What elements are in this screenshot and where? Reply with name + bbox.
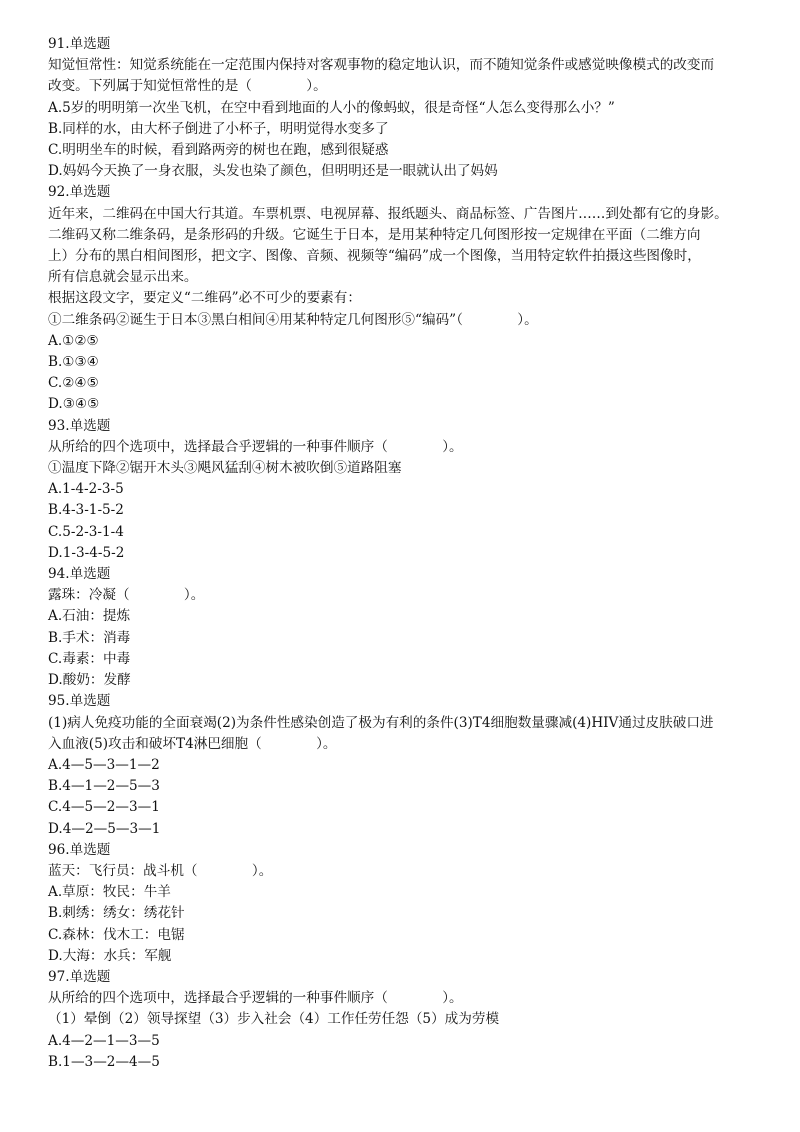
option-a: A.草原：牧民：牛羊 — [48, 884, 171, 901]
option-b: B.刺绣：绣女：绣花针 — [48, 905, 185, 922]
stem-line: ①二维条码②诞生于日本③黑白相间④用某种特定几何图形⑤“编码”（ ）。 — [48, 311, 538, 328]
question-stem — [48, 55, 760, 97]
option-c: C.森林：伐木工：电锯 — [48, 926, 185, 943]
stem-line: 所有信息就会显示出来。 — [48, 269, 198, 286]
question-stem — [48, 988, 760, 1030]
question-header: 97.单选题 — [48, 968, 111, 985]
stem-line: 蓝天：飞行员：战斗机（ ）。 — [48, 862, 273, 879]
stem-line: 根据这段文字，要定义“二维码”必不可少的要素有： — [48, 290, 361, 307]
option-d: D.大海：水兵：军舰 — [48, 947, 172, 964]
question-92 — [48, 182, 760, 415]
question-header: 94.单选题 — [48, 566, 111, 583]
question-header: 93.单选题 — [48, 417, 111, 434]
question-header: 96.单选题 — [48, 841, 111, 858]
question-stem — [48, 585, 760, 606]
question-96 — [48, 840, 760, 967]
option-a: A.5岁的明明第一次坐飞机，在空中看到地面的人小的像蚂蚁，很是奇怪“人怎么变得那么小？” — [48, 99, 615, 116]
stem-line: (1)病人免疫功能的全面衰竭(2)为条件性感染创造了极为有利的条件(3)T4细胞数量骤减(4)HIV通过皮肤破口进 — [48, 714, 714, 731]
stem-line: 上）分布的黑白相间图形，把文字、图像、音频、视频等“编码”成一个图像，当用特定软件拍摄这些图像时， — [48, 248, 701, 265]
option-d: D.4—2—5—3—1 — [48, 820, 161, 837]
question-94 — [48, 564, 760, 691]
option-a: A.1-4-2-3-5 — [48, 481, 124, 498]
option-a: A.4—2—1—3—5 — [48, 1032, 160, 1049]
question-93 — [48, 416, 760, 564]
stem-line: 入血液(5)攻击和破坏T4淋巴细胞（ ）。 — [48, 735, 337, 752]
stem-line: 改变。下列属于知觉恒常性的是（ ）。 — [48, 78, 327, 95]
question-header: 92.单选题 — [48, 184, 111, 201]
question-header: 95.单选题 — [48, 693, 111, 710]
question-header: 91.单选题 — [48, 36, 111, 52]
option-b: B.①③④ — [48, 354, 99, 371]
stem-line: ①温度下降②锯开木头③飓风猛刮④树木被吹倒⑤道路阻塞 — [48, 460, 402, 477]
stem-line: 二维码又称二维条码，是条形码的升级。它诞生于日本，是用某种特定几何图形按一定规律在平面（二维方向 — [48, 226, 701, 243]
option-b: B.同样的水，由大杯子倒进了小杯子，明明觉得水变多了 — [48, 120, 389, 137]
question-stem — [48, 713, 760, 755]
stem-line: 知觉恒常性：知觉系统能在一定范围内保持对客观事物的稳定地认识，而不随知觉条件或感觉映像模式的改变而 — [48, 57, 715, 74]
option-c: C.4—5—2—3—1 — [48, 799, 160, 816]
option-d: D.③④⑤ — [48, 396, 100, 413]
question-stem — [48, 204, 760, 331]
option-b: B.4—1—2—5—3 — [48, 778, 160, 795]
option-d: D.酸奶：发酵 — [48, 672, 131, 689]
option-c: C.毒素：中毒 — [48, 650, 131, 667]
stem-line: 从所给的四个选项中，选择最合乎逻辑的一种事件顺序（ ）。 — [48, 990, 463, 1007]
question-95 — [48, 691, 760, 839]
stem-line: （1）晕倒（2）领导探望（3）步入社会（4）工作任劳任怨（5）成为劳模 — [48, 1011, 500, 1028]
option-c: C.明明坐车的时候，看到路两旁的树也在跑，感到很疑惑 — [48, 142, 389, 159]
option-a: A.①②⑤ — [48, 332, 99, 349]
option-b: B.手术：消毒 — [48, 629, 131, 646]
stem-line: 近年来，二维码在中国大行其道。车票机票、电视屏幕、报纸题头、商品标签、广告图片……到处都有它的身影。 — [48, 205, 728, 222]
option-a: A.石油：提炼 — [48, 608, 131, 625]
stem-line: 露珠：冷凝（ ）。 — [48, 587, 205, 604]
option-b: B.1—3—2—4—5 — [48, 1053, 160, 1070]
option-d: D.妈妈今天换了一身衣服，头发也染了颜色，但明明还是一眼就认出了妈妈 — [48, 163, 498, 180]
option-a: A.4—5—3—1—2 — [48, 756, 160, 773]
question-stem — [48, 437, 760, 479]
option-c: C.②④⑤ — [48, 375, 99, 392]
question-91 — [48, 34, 760, 182]
option-c: C.5-2-3-1-4 — [48, 523, 124, 540]
option-b: B.4-3-1-5-2 — [48, 502, 124, 519]
question-stem — [48, 861, 760, 882]
option-d: D.1-3-4-5-2 — [48, 544, 125, 561]
question-97 — [48, 967, 760, 1073]
stem-line: 从所给的四个选项中，选择最合乎逻辑的一种事件顺序（ ）。 — [48, 438, 463, 455]
